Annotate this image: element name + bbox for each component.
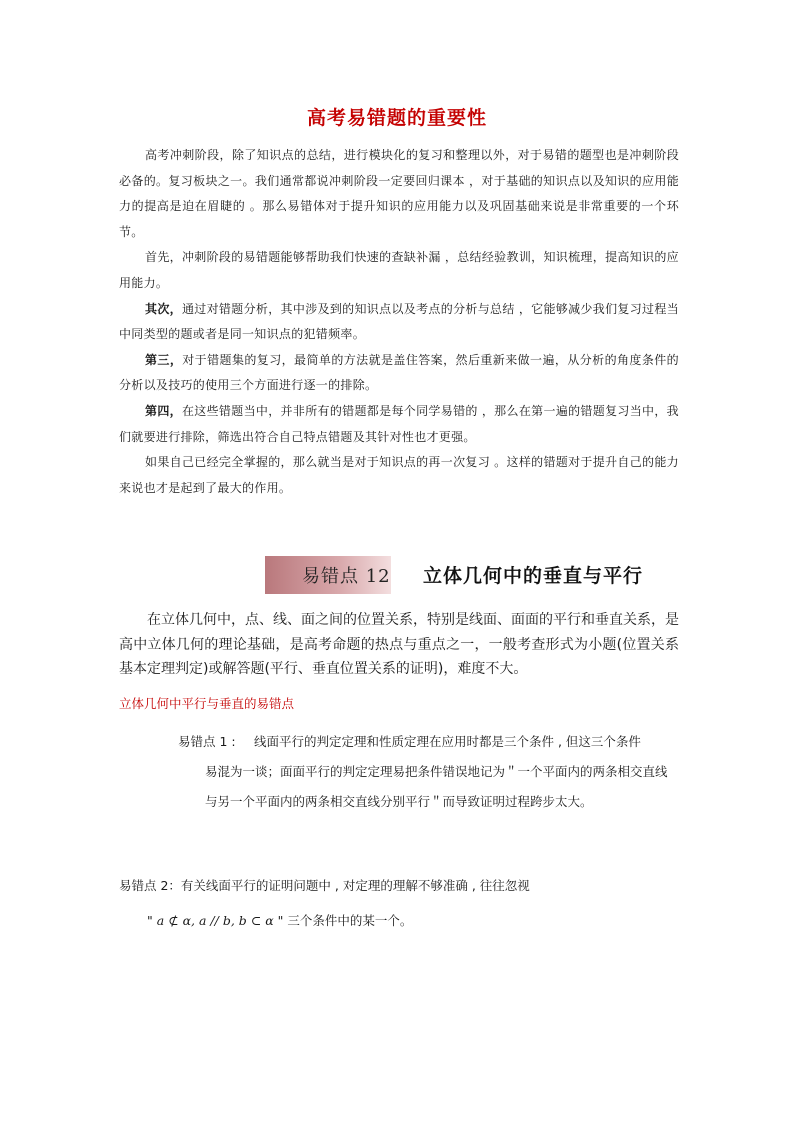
section-banner-label: 易错点 12 <box>302 566 391 587</box>
intro-paragraph-4 <box>119 348 679 399</box>
page-title: 高考易错题的重要性 <box>306 107 487 129</box>
paragraph-body: 通过对错题分析，其中涉及到的知识点以及考点的分析与总结 ，它能够减少我们复习过程当中同类型的题或者是同一知识点的犯错频率。 <box>119 301 679 342</box>
paragraph-lead: 其次， <box>145 301 182 316</box>
math-condition: a ⊄ α, a // b, b ⊂ α <box>156 913 274 928</box>
error-point-2-conditions <box>147 911 412 929</box>
quote-close: " <box>277 913 284 928</box>
intro-paragraph-3 <box>119 297 679 348</box>
section-title: 立体几何中的垂直与平行 <box>423 565 644 587</box>
conditions-tail: 三个条件中的某一个。 <box>287 913 413 928</box>
error-point-2: 易错点 2：有关线面平行的证明问题中 , 对定理的理解不够准确 , 往往忽视 <box>119 878 530 893</box>
paragraph-lead: 第三， <box>145 352 183 367</box>
subheading: 立体几何中平行与垂直的易错点 <box>119 696 295 711</box>
paragraph-body: 对于错题集的复习，最简单的方法就是盖住答案，然后重新来做一遍，从分析的角度条件的分析以及技巧的使用三个方面进行逐一的排除。 <box>119 352 679 393</box>
error-point-1-body: 易混为一谈；面面平行的判定定理易把条件错误地记为＂一个平面内的两条相交直线与另一个平面内的两条相交直线分别平行＂而导致证明过程跨步太大。 <box>205 764 668 809</box>
intro-paragraph-1: 高考冲刺阶段，除了知识点的总结，进行模块化的复习和整理以外，对于易错的题型也是冲刺阶段必备的。复习板块之一。我们通常都说冲刺阶段一定要回归课本 ，对于基础的知识点以及知识的应用能力的提高是迫在眉睫的 。那么易错体对于提升知识的应用能力以及巩固基础来说是非常重要的一个环节。 <box>119 148 679 239</box>
intro-paragraph-2: 首先，冲刺阶段的易错题能够帮助我们快速的查缺补漏 ，总结经验教训，知识梳理，提高知识的应用能力。 <box>119 250 679 290</box>
section-intro-paragraph: 在立体几何中，点、线、面之间的位置关系，特别是线面、面面的平行和垂直关系，是高中立体几何的理论基础，是高考命题的热点与重点之一，一般考查形式为小题(位置关系基本定理判定)或解答题(平行、垂直位置关系的证明)，难度不大。 <box>119 612 679 677</box>
error-point-1-label: 易错点 1 : <box>178 734 236 749</box>
intro-section <box>119 143 679 501</box>
error-point-1-first-line: 线面平行的判定定理和性质定理在应用时都是三个条件 , 但这三个条件 <box>254 734 641 749</box>
intro-paragraph-5 <box>119 399 679 450</box>
paragraph-body: 在这些错题当中，并非所有的错题都是每个同学易错的 ，那么在第一遍的错题复习当中，我们就要进行排除，筛选出符合自己特点错题及其针对性也才更强。 <box>119 403 679 444</box>
quote-open: " <box>147 913 153 928</box>
intro-paragraph-6: 如果自己已经完全掌握的，那么就当是对于知识点的再一次复习 。这样的错题对于提升自己的能力来说也才是起到了最大的作用。 <box>119 455 679 495</box>
paragraph-lead: 第四， <box>145 403 182 418</box>
